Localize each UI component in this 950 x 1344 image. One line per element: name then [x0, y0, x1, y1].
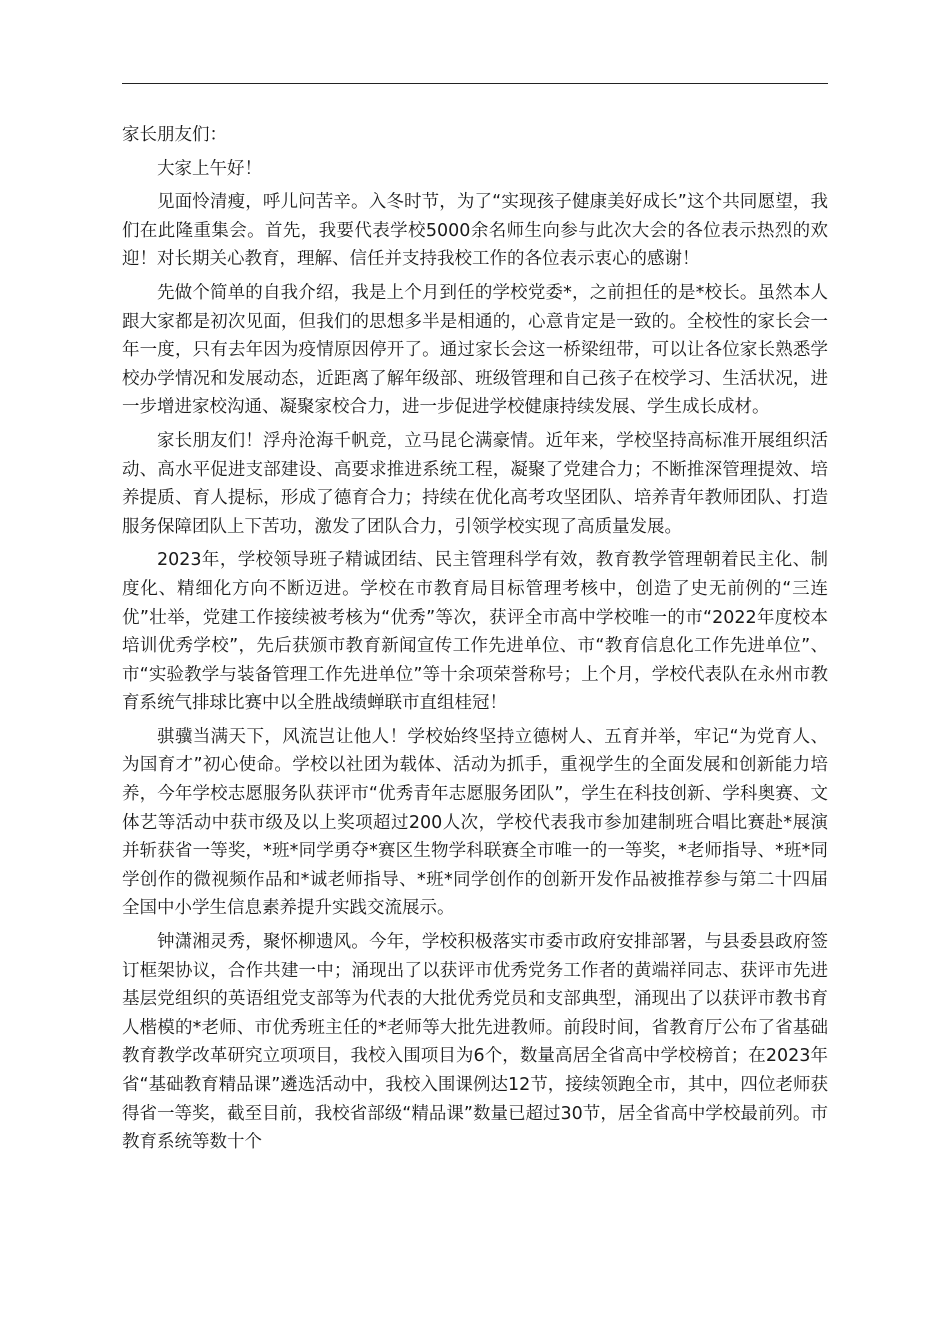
paragraph-achievements-2023: 2023年，学校领导班子精诚团结、民主管理科学有效，教育教学管理朝着民主化、制度化、精细化方向不断迈进。学校在市教育局目标管理考核中，创造了史无前例的“三连优”壮举，党建工作接续被考核为“优秀”等次，获评全市高中学校唯一的市“2022年度校本培训优秀学校”，先后获颁市教育新闻宣传工作先进单位、市“教育信息化工作先进单位”、市“实验教学与装备管理工作先进单位”等十余项荣誉称号；上个月，学校代表队在永州市教育系统气排球比赛中以全胜战绩蝉联市直组桂冠！ — [122, 550, 828, 714]
paragraph-party-building: 家长朋友们！浮舟沧海千帆竞，立马昆仑满豪情。近年来，学校坚持高标准开展组织活动、高水平促进支部建设、高要求推进系统工程，凝聚了党建合力；不断推深管理提效、培养提质、育人提标，形成了德育合力；持续在优化高考攻坚团队、培养青年教师团队、打造服务保障团队上下苦功，激发了团队合力，引领学校实现了高质量发展。 — [122, 430, 828, 537]
paragraph-introduction: 先做个简单的自我介绍，我是上个月到任的学校党委*，之前担任的是*校长。虽然本人跟大家都是初次见面，但我们的思想多半是相通的，心意肯定是一致的。全校性的家长会一年一度，只有去年因为疫情原因停开了。通过家长会这一桥梁纽带，可以让各位家长熟悉学校办学情况和发展动态，近距离了解年级部、班级管理和自己孩子在校学习、生活状况，进一步增进家校沟通、凝聚家校合力，进一步促进学校健康持续发展、学生成长成材。 — [122, 282, 828, 418]
paragraph-greeting: 大家上午好！ — [157, 158, 262, 179]
salutation: 家长朋友们： — [122, 125, 227, 145]
paragraph-student-development: 骐骥当满天下，风流岂让他人！学校始终坚持立德树人、五育并举，牢记“为党育人、为国育才”初心使命。学校以社团为载体、活动为抓手，重视学生的全面发展和创新能力培养，今年学校志愿服务队获评市“优秀青年志愿服务团队”，学生在科技创新、学科奥赛、文体艺等活动中获市级及以上奖项超过200人次，学校代表我市参加建制班合唱比赛赴*展演并斩获省一等奖，*班*同学勇夺*赛区生物学科联赛全市唯一的一等奖，*老师指导、*班*同学创作的微视频作品和*诚老师指导、*班*同学创作的创新开发作品被推荐参与第二十四届全国中小学生信息素养提升实践交流展示。 — [122, 726, 828, 919]
paragraph-welcome: 见面怜清瘦，呼儿问苦辛。入冬时节，为了“实现孩子健康美好成长”这个共同愿望，我们在此隆重集会。首先，我要代表学校5000余名师生向参与此次大会的各位表示热烈的欢迎！对长期关心教育，理解、信任并支持我校工作的各位表示衷心的感谢！ — [122, 192, 828, 270]
paragraph-teaching-reform: 钟潇湘灵秀，聚怀柳遗风。今年，学校积极落实市委市政府安排部署，与县委县政府签订框架协议，合作共建一中；涌现出了以获评市优秀党务工作者的黄端祥同志、获评市先进基层党组织的英语组党支部等为代表的大批优秀党员和支部典型，涌现出了以获评市教书育人楷模的*老师、市优秀班主任的*老师等大批先进教师。前段时间，省教育厅公布了省基础教育教学改革研究立项项目，我校入围项目为6个，数量高居全省高中学校榜首；在2023年省“基础教育精品课”遴选活动中，我校入围课例达12节，接续领跑全市，其中，四位老师获得省一等奖，截至目前，我校省部级“精品课”数量已超过30节，居全省高中学校最前列。市教育系统等数十个 — [122, 932, 828, 1153]
document-body — [122, 121, 828, 1162]
header-rule — [122, 83, 828, 84]
